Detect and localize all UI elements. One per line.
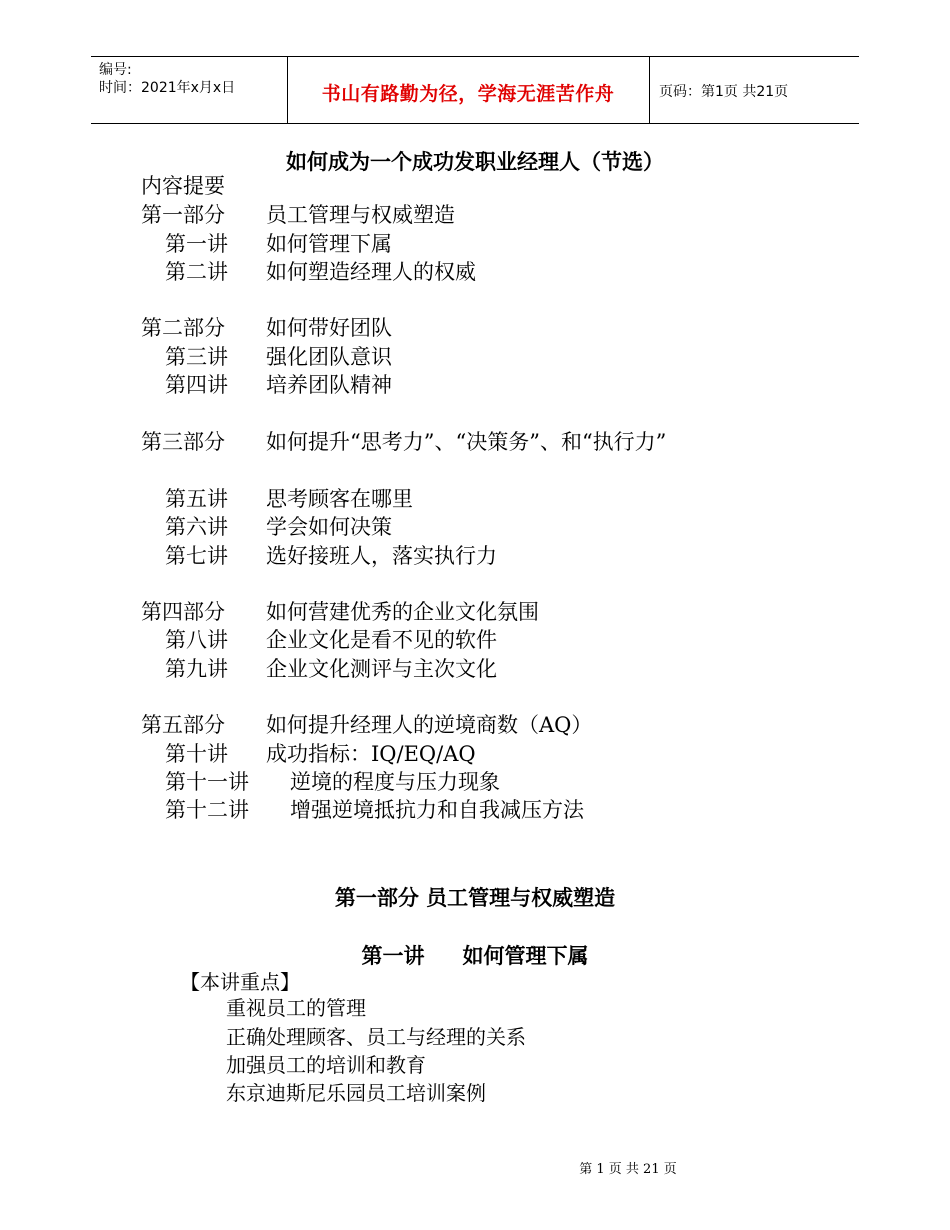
time-label: 时间：2021年x月x日 (99, 80, 236, 96)
toc-label: 第七讲 (165, 544, 228, 568)
toc-label: 第三部分 (141, 430, 225, 454)
toc-label: 第一讲 (165, 232, 228, 256)
toc-text: 如何提升“思考力”、“决策务”、和“执行力” (266, 430, 667, 454)
toc-heading: 内容提要 (141, 174, 225, 198)
toc-label: 第二部分 (141, 316, 225, 340)
header-page-info: 页码：第1页 共21页 (659, 84, 789, 100)
lecture-title (0, 940, 950, 970)
toc-text: 企业文化是看不见的软件 (266, 628, 497, 652)
toc-text: 选好接班人，落实执行力 (266, 544, 497, 568)
toc-text: 增强逆境抵抗力和自我减压方法 (290, 798, 584, 822)
toc-part (141, 314, 392, 342)
footer-page-number: 第 1 页 共 21 页 (579, 1162, 677, 1177)
toc-part (141, 428, 666, 456)
header-meta (99, 61, 235, 97)
toc-lecture (165, 485, 413, 513)
toc-label: 第八讲 (165, 628, 228, 652)
toc-text: 如何提升经理人的逆境商数（AQ） (266, 713, 593, 737)
toc-lecture (165, 655, 497, 683)
part-title: 第一部分 员工管理与权威塑造 (334, 886, 616, 910)
toc-label: 第一部分 (141, 203, 225, 227)
toc-text: 员工管理与权威塑造 (266, 203, 455, 227)
toc-text: 逆境的程度与压力现象 (290, 770, 500, 794)
toc-text: 企业文化测评与主次文化 (266, 657, 497, 681)
toc-label: 第五讲 (165, 487, 228, 511)
toc-part (141, 201, 455, 229)
toc-part (141, 711, 592, 739)
key-point: 东京迪斯尼乐园员工培训案例 (226, 1081, 486, 1105)
toc-lecture (165, 343, 392, 371)
toc-label: 第四讲 (165, 373, 228, 397)
toc-text: 如何营建优秀的企业文化氛围 (266, 600, 539, 624)
toc-lecture (165, 626, 497, 654)
page-header (91, 56, 859, 124)
toc-lecture (165, 740, 476, 768)
document-title: 如何成为一个成功发职业经理人（节选） (286, 150, 664, 174)
toc-lecture (165, 542, 497, 570)
toc-label: 第二讲 (165, 260, 228, 284)
toc-text: 成功指标：IQ/EQ/AQ (266, 742, 476, 766)
toc-text: 如何管理下属 (266, 232, 392, 256)
toc-label: 第十二讲 (165, 798, 249, 822)
toc-label: 第九讲 (165, 657, 228, 681)
lecture-name: 如何管理下属 (462, 944, 589, 968)
toc-lecture (165, 513, 392, 541)
toc-lecture (165, 371, 392, 399)
toc-text: 思考顾客在哪里 (266, 487, 413, 511)
header-motto: 书山有路勤为径，学海无涯苦作舟 (321, 83, 615, 105)
toc-text: 如何带好团队 (266, 316, 392, 340)
key-point: 加强员工的培训和教育 (226, 1053, 426, 1077)
toc-text: 学会如何决策 (266, 515, 392, 539)
key-point: 正确处理顾客、员工与经理的关系 (226, 1025, 526, 1049)
toc-label: 第十讲 (165, 742, 228, 766)
lecture-label: 第一讲 (361, 944, 425, 968)
serial-label: 编号: (99, 62, 132, 78)
header-divider (649, 57, 650, 123)
toc-label: 第五部分 (141, 713, 225, 737)
toc-label: 第四部分 (141, 600, 225, 624)
toc-lecture (165, 796, 584, 824)
toc-text: 强化团队意识 (266, 345, 392, 369)
toc-label: 第十一讲 (165, 770, 249, 794)
toc-text: 如何塑造经理人的权威 (266, 260, 476, 284)
toc-part (141, 598, 539, 626)
toc-lecture (165, 230, 392, 258)
toc-label: 第六讲 (165, 515, 228, 539)
toc-label: 第三讲 (165, 345, 228, 369)
key-point: 重视员工的管理 (226, 996, 366, 1020)
toc-text: 培养团队精神 (266, 373, 392, 397)
key-points-label: 【本讲重点】 (180, 970, 300, 994)
toc-lecture (165, 768, 500, 796)
toc-lecture (165, 258, 476, 286)
